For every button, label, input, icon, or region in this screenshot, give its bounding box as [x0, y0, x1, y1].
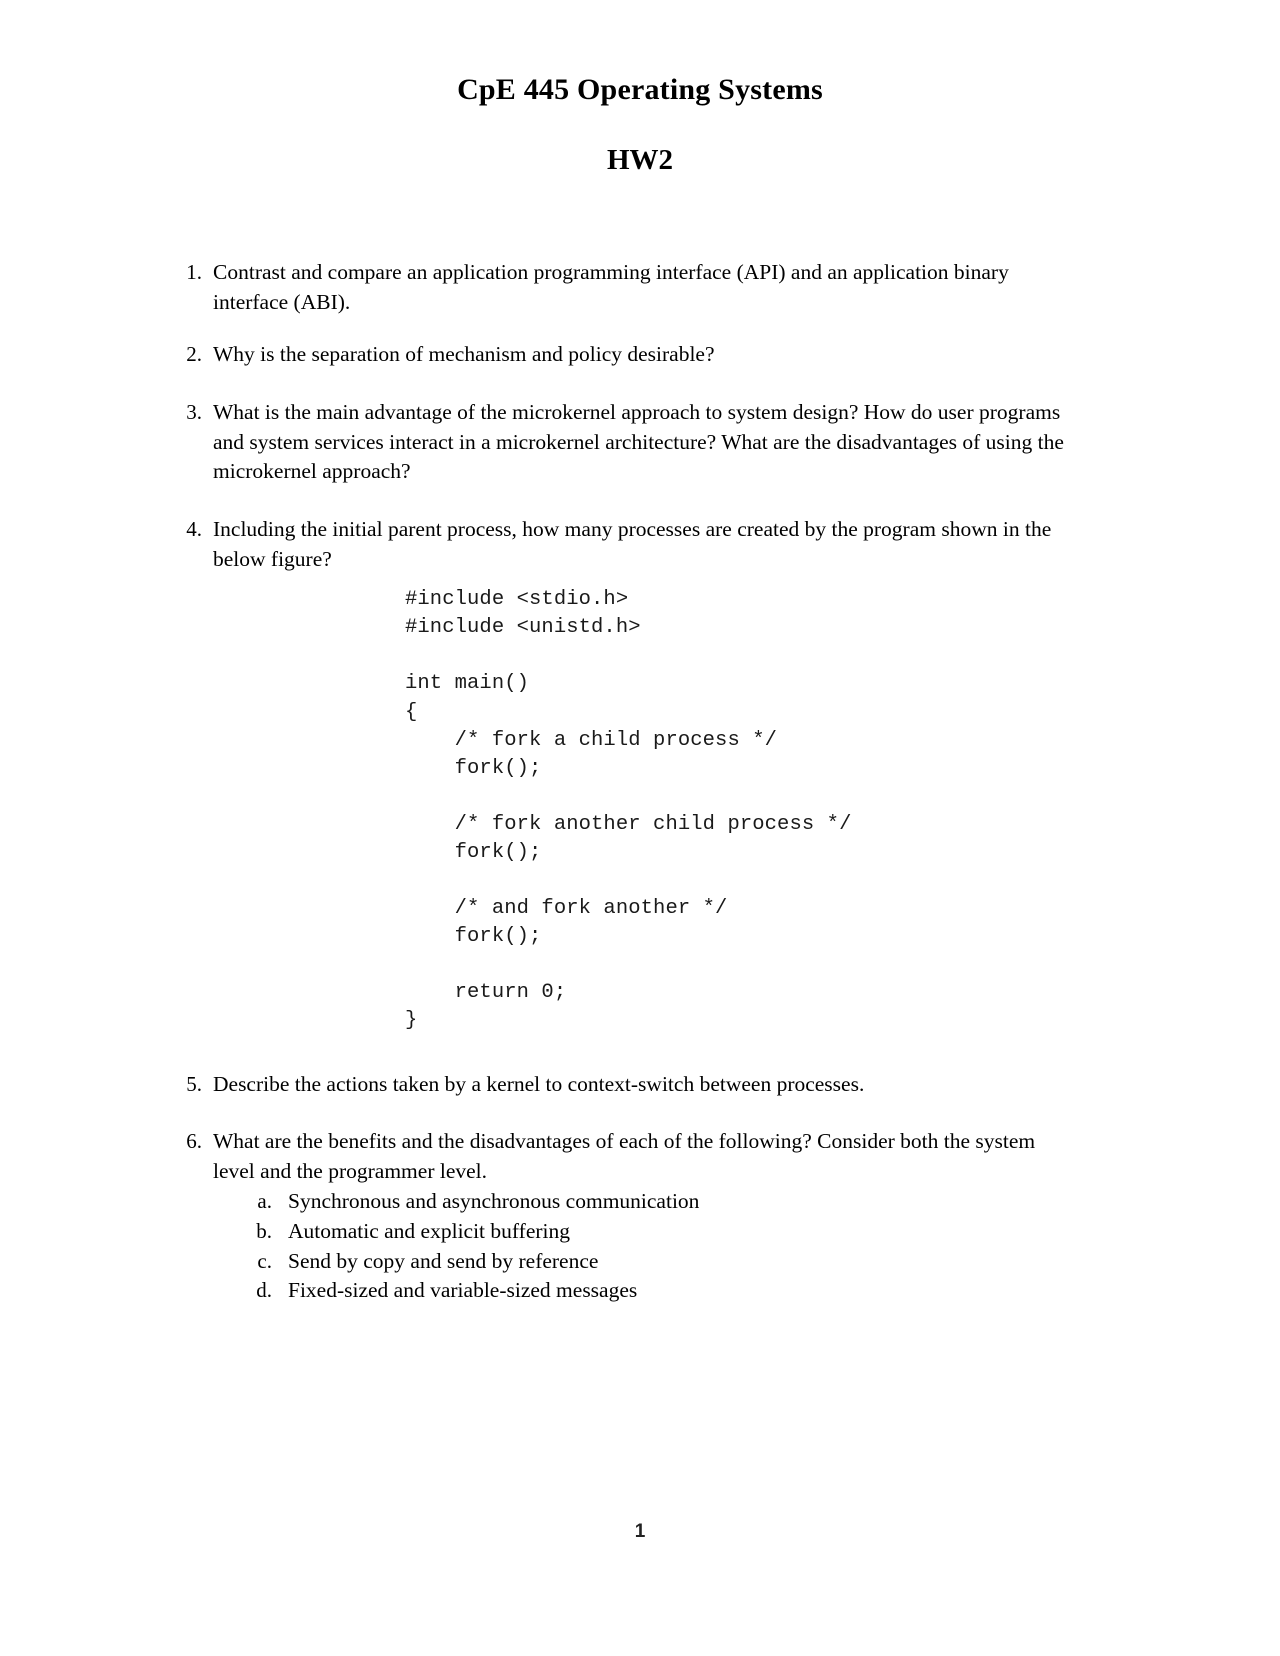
question-text: Describe the actions taken by a kernel to context-switch between processes. [213, 1071, 865, 1096]
code-figure: #include <stdio.h> #include <unistd.h> int main() { /* fork a child process */ fork(); /* fork another child process */ fork(); /* and fork another */ fork(); return 0; } [405, 588, 852, 1033]
question-item [170, 340, 1070, 370]
sub-item-text: Synchronous and asynchronous communication [288, 1189, 700, 1214]
sub-item-marker: b. [256, 1219, 272, 1244]
question-text: What are the benefits and the disadvantages of each of the following? Consider both the system level and the programmer level. [213, 1129, 1036, 1183]
question-sublist [213, 1187, 1070, 1306]
question-list [170, 258, 1070, 1329]
question-marker: 4. [186, 516, 202, 541]
sub-item-marker: d. [256, 1278, 272, 1303]
assignment-subtitle: HW2 [606, 144, 674, 176]
question-marker: 2. [186, 342, 202, 367]
question-item [170, 515, 1070, 1036]
question-item [170, 1127, 1070, 1306]
question-item [170, 398, 1070, 487]
question-marker: 1. [186, 260, 202, 284]
question-text: Including the initial parent process, how many processes are created by the program shown in the below figure? [213, 516, 1052, 571]
question-marker: 6. [186, 1129, 202, 1154]
sub-item-marker: c. [257, 1248, 272, 1273]
sub-item-text: Fixed-sized and variable-sized messages [288, 1278, 638, 1303]
question-marker: 3. [186, 399, 202, 424]
page-title: CpE 445 Operating Systems [457, 73, 823, 106]
question-item [170, 1070, 1070, 1100]
sub-item [250, 1187, 1070, 1217]
sub-item [250, 1247, 1070, 1277]
question-text: Why is the separation of mechanism and policy desirable? [213, 342, 715, 367]
question-marker: 5. [186, 1071, 202, 1096]
sub-item-marker: a. [257, 1189, 272, 1214]
sub-item [250, 1276, 1070, 1306]
sub-item-text: Send by copy and send by reference [288, 1248, 599, 1273]
question-text: Contrast and compare an application programming interface (API) and an application binary interface (ABI). [213, 260, 1009, 314]
question-item [170, 258, 1070, 317]
sub-item [250, 1217, 1070, 1247]
sub-item-text: Automatic and explicit buffering [288, 1219, 571, 1244]
page-number: 1 [634, 1521, 646, 1542]
question-text: What is the main advantage of the microkernel approach to system design? How do user programs and system services interact in a microkernel architecture? What are the disadvantages of using the microkernel approach? [213, 399, 1064, 484]
